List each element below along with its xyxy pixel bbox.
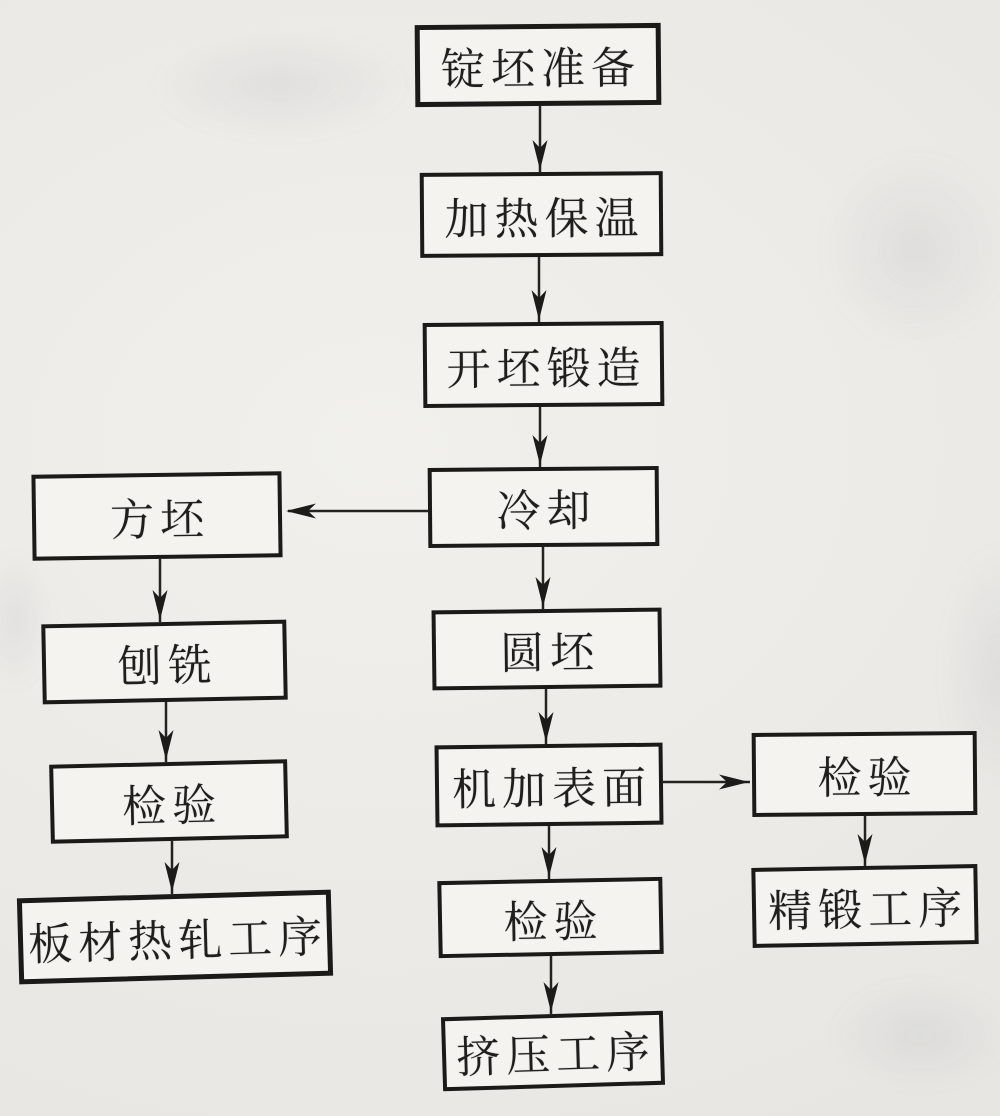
node-heating-holding: 加热保温 xyxy=(420,171,664,258)
edge-machined-surface-to-inspection-right xyxy=(661,775,750,790)
edge-inspection-center-to-extrusion-process xyxy=(544,956,559,1014)
edge-heating-holding-to-cogging-forging xyxy=(532,256,547,322)
node-precision-forging-process: 精锻工序 xyxy=(751,864,978,948)
edge-inspection-right-to-precision-forging-process xyxy=(858,816,873,866)
edge-cooling-to-round-billet xyxy=(536,547,551,609)
node-ingot-preparation: 锭坯准备 xyxy=(415,23,662,107)
page-bleed-through xyxy=(830,980,1000,1090)
edge-round-billet-to-machined-surface xyxy=(539,689,554,744)
node-round-billet: 圆坯 xyxy=(432,608,663,691)
node-cooling: 冷却 xyxy=(428,466,660,548)
edge-inspection-left-to-plate-hot-rolling-process xyxy=(165,841,180,894)
edge-cooling-to-square-billet xyxy=(286,504,430,519)
page-bleed-through xyxy=(150,30,410,140)
node-cogging-forging: 开坯锻造 xyxy=(423,321,665,408)
node-plate-hot-rolling-process: 板材热轧工序 xyxy=(17,890,333,985)
edge-ingot-preparation-to-heating-holding xyxy=(533,106,548,172)
node-inspection-left: 检验 xyxy=(49,759,289,843)
node-square-billet: 方坯 xyxy=(31,471,282,560)
node-machined-surface: 机加表面 xyxy=(435,743,664,828)
node-inspection-right: 检验 xyxy=(752,731,978,817)
edge-cogging-forging-to-cooling xyxy=(533,406,548,467)
edge-machined-surface-to-inspection-center xyxy=(542,826,557,879)
node-inspection-center: 检验 xyxy=(437,877,663,958)
edge-planing-milling-to-inspection-left xyxy=(159,702,174,762)
page-bleed-through xyxy=(820,150,1000,350)
node-planing-milling: 刨铣 xyxy=(41,620,287,705)
edge-square-billet-to-planing-milling xyxy=(153,559,168,622)
node-extrusion-process: 挤压工序 xyxy=(441,1011,665,1092)
